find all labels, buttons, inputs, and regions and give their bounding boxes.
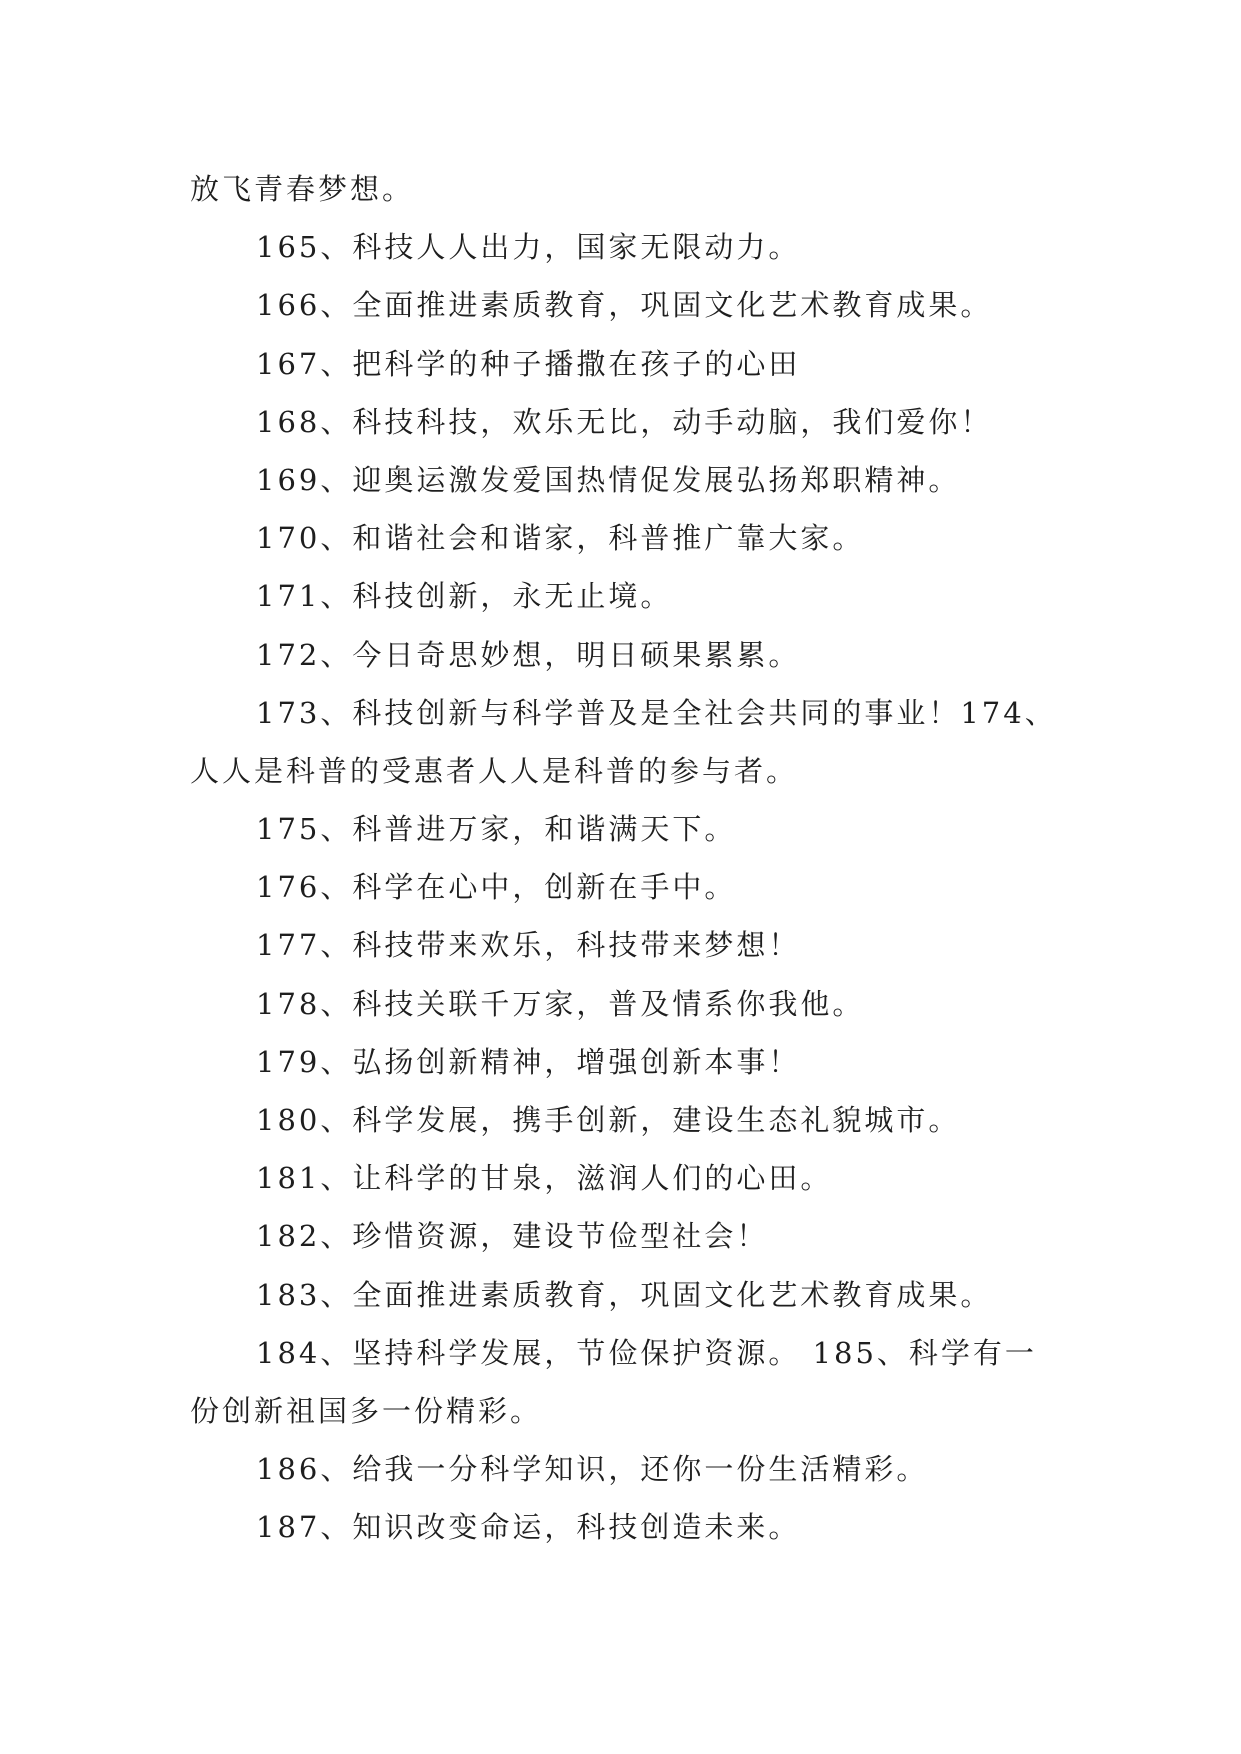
text-line: 175、科普进万家，和谐满天下。 bbox=[256, 812, 737, 847]
text-line: 180、科学发展，携手创新，建设生态礼貌城市。 bbox=[256, 1103, 961, 1137]
text-line: 183、全面推进素质教育，巩固文化艺术教育成果。 bbox=[256, 1277, 993, 1312]
text-line: 186、给我一分科学知识，还你一份生活精彩。 bbox=[256, 1452, 929, 1487]
text-line: 放飞青春梦想。 bbox=[190, 172, 415, 206]
text-line: 人人是科普的受惠者人人是科普的参与者。 bbox=[190, 753, 799, 788]
text-line: 173、科技创新与科学普及是全社会共同的事业！174、 bbox=[256, 695, 1057, 730]
text-line: 165、科技人人出力，国家无限动力。 bbox=[256, 230, 801, 265]
text-line: 181、让科学的甘泉，滋润人们的心田。 bbox=[256, 1161, 833, 1196]
text-line: 177、科技带来欢乐，科技带来梦想！ bbox=[256, 928, 801, 963]
text-line: 187、知识改变命运，科技创造未来。 bbox=[256, 1510, 801, 1545]
text-line: 167、把科学的种子播撒在孩子的心田 bbox=[256, 346, 801, 381]
text-line: 172、今日奇思妙想，明日硕果累累。 bbox=[256, 637, 801, 672]
text-line: 170、和谐社会和谐家，科普推广靠大家。 bbox=[256, 521, 865, 556]
text-line: 182、珍惜资源，建设节俭型社会！ bbox=[256, 1219, 769, 1254]
document-body bbox=[190, 160, 1070, 1557]
text-line: 169、迎奥运激发爱国热情促发展弘扬郑职精神。 bbox=[256, 462, 961, 497]
text-line: 176、科学在心中，创新在手中。 bbox=[256, 870, 737, 905]
text-line: 166、全面推进素质教育，巩固文化艺术教育成果。 bbox=[256, 288, 993, 323]
text-line: 168、科技科技，欢乐无比，动手动脑，我们爱你！ bbox=[256, 404, 993, 439]
text-line: 171、科技创新，永无止境。 bbox=[256, 579, 673, 614]
text-line: 184、坚持科学发展，节俭保护资源。 185、科学有一 bbox=[256, 1335, 1037, 1370]
text-line: 179、弘扬创新精神，增强创新本事！ bbox=[256, 1044, 801, 1079]
text-line: 份创新祖国多一份精彩。 bbox=[190, 1393, 543, 1428]
text-line: 178、科技关联千万家，普及情系你我他。 bbox=[256, 986, 865, 1021]
